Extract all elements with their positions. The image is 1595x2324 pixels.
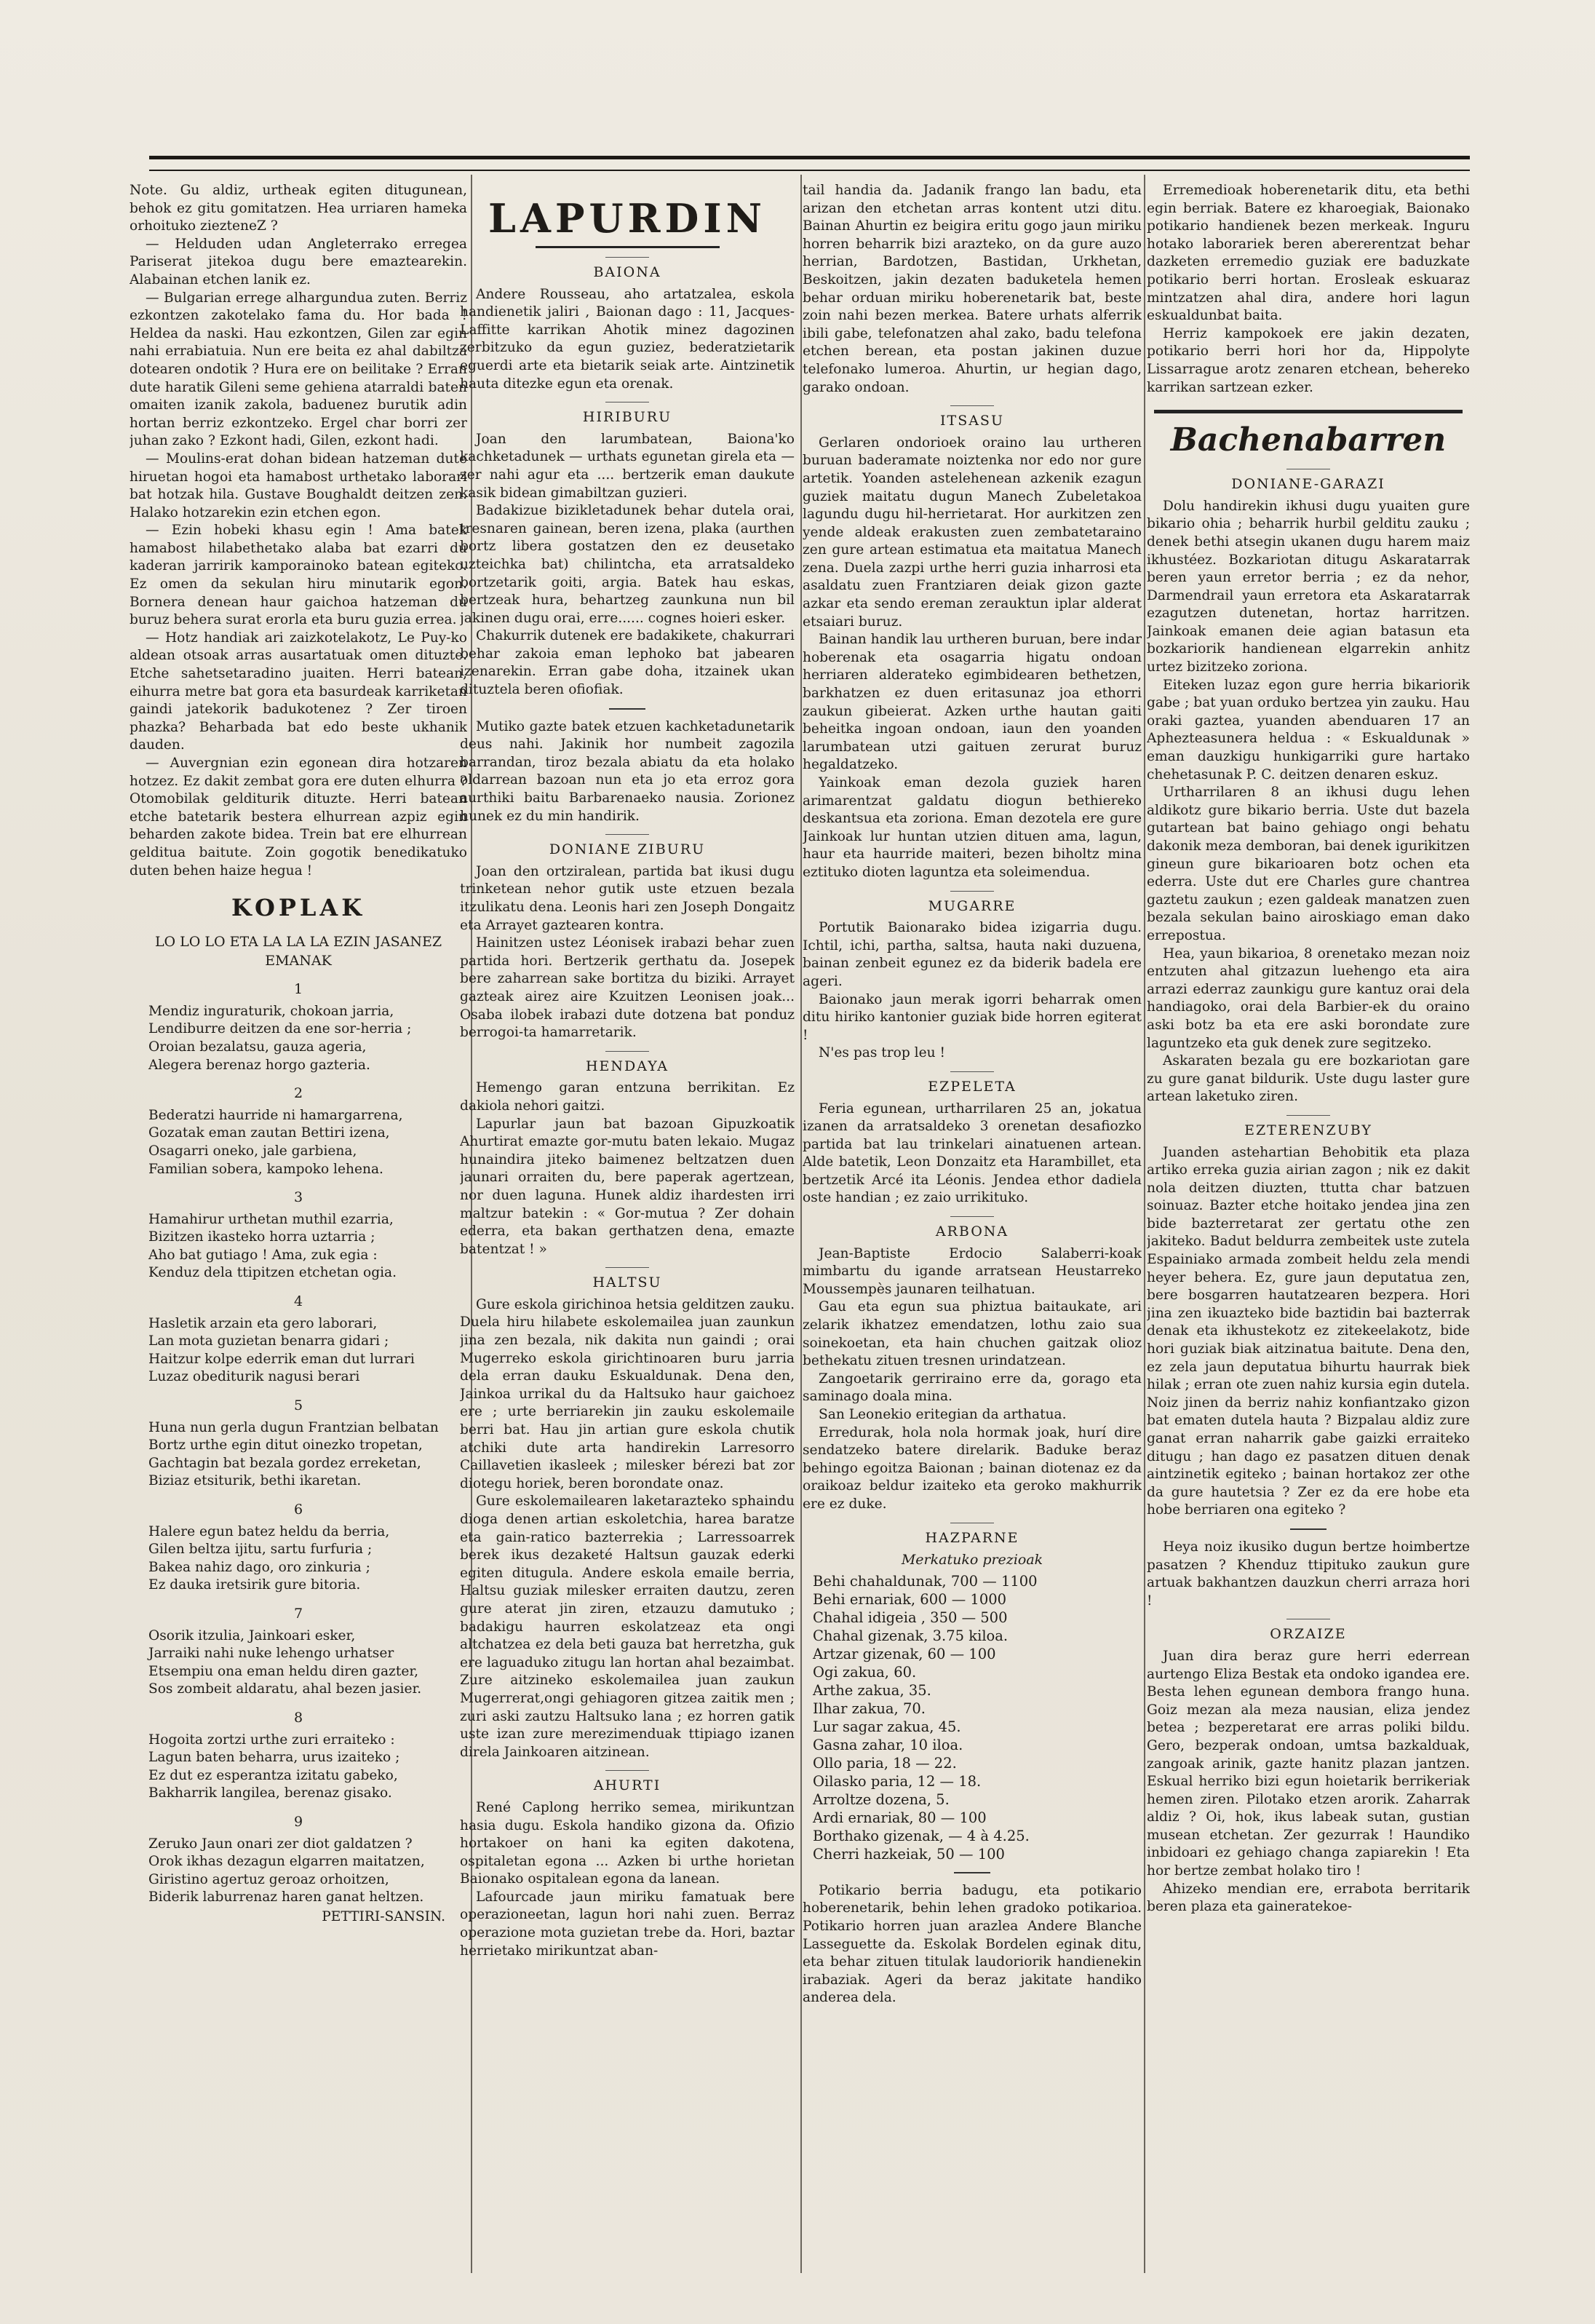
price-line: Ollo paria, 18 — 22. xyxy=(813,1754,957,1772)
column-1 xyxy=(130,182,467,2273)
price-line: Cherri hazkeiak, 50 — 100 xyxy=(813,1845,1005,1863)
verse-line: Gilen beltza ijitu, sartu furfuria ; xyxy=(148,1542,373,1558)
article-paragraph: Badakizue bizikletadunek behar dutela orai, tresnaren gainean, beren izena, plaka (aurthen bortz libera gostatzen den ez deusetako uzteichka bat) chilintcha, eta arratsaldeko bortzetarik goiti, argia. Batek hau eskas, bertzeak hura, behartzeg zaunkuna nun bil jakinen dugu orai, erre...... cognes hoieri esker. xyxy=(460,503,795,626)
price-line: Ardi ernariak, 80 — 100 xyxy=(813,1809,987,1826)
verse-line: Orok ikhas dezagun elgarren maitatzen, xyxy=(148,1854,425,1870)
news-briefs xyxy=(130,182,467,880)
market-prices xyxy=(803,1551,1142,1863)
col3-sections xyxy=(803,405,1142,1547)
article-paragraph: Ahizeko mendian ere, errabota berritarik beren plaza eta gaineratekoe- xyxy=(1147,1881,1470,1915)
price-line: Borthako gizenak, — 4 à 4.25. xyxy=(813,1827,1030,1844)
section-heading: HALTSU xyxy=(460,1267,795,1292)
lapurdi-sections xyxy=(460,257,795,1960)
continued-article: tail handia da. Jadanik frango lan badu, eta arizan den etchetan arras kontent utzi ditu. Bainan Ahurtin ez beigira eritu gogo jaun miriku horren beharrik bizi arazteko, on da gure auzo herrian, Bardotzen, Bastidan, Urkhetan, Beskoitzen, jakin dezaten baduketela hemen behar orduan miriku hoberenetarik bat, beste zoin nahi bezen merkea. Batere urhats alferrik ibili gabe, telefonatzen ahal zako, badu telefona etchen berean, eta postan jakinen duzue telefonako lumeroa. Ahurtin, ur hegian dago, garako ondoan. xyxy=(803,183,1142,395)
stanza-number: 7 xyxy=(293,1605,303,1622)
verse-line: Etsempiu ona eman heldu diren gazter, xyxy=(148,1663,419,1679)
section-heading: ARBONA xyxy=(803,1216,1142,1241)
verse-line: Hogoita zortzi urthe zuri erraiteko : xyxy=(148,1732,395,1748)
verse-line: Lendiburre deitzen da ene sor-herria ; xyxy=(148,1021,412,1037)
koplak-heading: KOPLAK xyxy=(231,894,366,922)
section-heading: HIRIBURU xyxy=(460,402,795,427)
article-paragraph: Erremedioak hoberenetarik ditu, eta bethi egin berriak. Batere ez kharoegiak, Baionako potikario handienek bezen merkeak. Inguru hotako laborariek beren abererentzat behar dazketen erremedio guziak ere baduzkate potikario berri hortan. Erosleak eskuaraz mintzatzen ahal dira, andere hori lagun eskualdunbat baita. xyxy=(1147,183,1470,324)
article-paragraph: Heya noiz ikusiko dugun bertze hoimbertze pasatzen ? Khenduz ttipituko zaukun gure artuak bakhantzen dauzkun cherri arraza hori ! xyxy=(1147,1539,1470,1609)
price-line: Behi chahaldunak, 700 — 1100 xyxy=(813,1572,1038,1590)
article-paragraph: Feria egunean, urtharrilaren 25 an, jokatua izanen da arratsaldeko 3 orenetan desafiozko partida bat lau trinkelari ainatuenen artean. Alde batetik, Leon Donzaitz eta Harambillet, eta bertzetik Arcé ita Léonis. Jendea ethor dadiela oste handian ; ez zaio urrikituko. xyxy=(803,1100,1142,1206)
stanza-number: 6 xyxy=(293,1502,303,1518)
price-line: Gasna zahar, 10 iloa. xyxy=(813,1736,963,1753)
verse-line: Osagarri oneko, jale garbiena, xyxy=(148,1143,357,1159)
article-paragraph: Baionako jaun merak igorri beharrak omen ditu hiriko kantonier guziak bide horren egiterat ! xyxy=(803,991,1142,1043)
price-line: Arroltze dozena, 5. xyxy=(813,1790,950,1808)
verse-line: Bortz urthe egin ditut oinezko tropetan, xyxy=(148,1437,423,1454)
verse-line: Bakea nahiz dago, oro zinkuria ; xyxy=(148,1559,370,1575)
bachenabarren-sections xyxy=(1147,469,1470,1916)
verse-line: Familian sobera, kampoko lehena. xyxy=(148,1161,383,1177)
verse-line: Jarraiki nahi nuke lehengo urhatser xyxy=(148,1646,394,1662)
verse-line: Osorik itzulia, Jainkoari esker, xyxy=(148,1627,356,1643)
section-heading: HAZPARNE xyxy=(803,1523,1142,1547)
article-paragraph: René Caplong herriko semea, mirikuntzan hasia dugu. Eskola handiko gizona da. Ofizio hortakoer on hani ka egiten dakotena, ospitaletan egona ... Azken bi urthe horietan Baionako ospitalean egona da lanean. xyxy=(460,1799,795,1887)
verse-line: Gachtagin bat bezala gordez erreketan, xyxy=(148,1455,421,1471)
verse-line: Halere egun batez heldu da berria, xyxy=(148,1523,390,1539)
article-paragraph: Bainan handik lau urtheren buruan, bere indar hoberenak eta osagarria higatu ondoan herriaren alderateko egimbidearen bethetzen, barkhatzen ez duen eritasunaz joa ethorri zaukun gibeierat. Azken urthe hautan gaiti beheitka ingoan ondoan, iaun den yoanden larumbatean utzi gaituen zerurat buruz hegaldatzeko. xyxy=(803,632,1142,773)
price-line: Arthe zakua, 35. xyxy=(813,1681,931,1699)
masthead-rule xyxy=(536,246,720,248)
article-paragraph: N'es pas trop leu ! xyxy=(819,1045,945,1061)
article-paragraph: Askaraten bezala gu ere bozkariotan gare zu gure ganat bildurik. Uste dugu laster gure artean laketuko ziren. xyxy=(1147,1053,1470,1105)
verse-line: Biziaz etsiturik, bethi ikaretan. xyxy=(148,1473,362,1489)
article-paragraph: Gerlaren ondorioek oraino lau urtheren buruan baderamate noiztenka nor edo nor gure artetik. Yoanden astelehenean azkenik ezagun guziek maitatu dugun Manech Zubeletakoa lagundu dugu hil-herrietarat. Hor aurkitzen zen yende aldeak erakusten zuen zembatetaraino zen gure artean estimatua eta maitatua Manech zena. Duela zazpi urthe herri guzia inharrosi eta asaldatu zuen Frantziaren deiak gizon gazte azkar eta sendo ereman zerauktun iplar alderat etsaiari buruz. xyxy=(803,435,1142,630)
column-4 xyxy=(1147,182,1470,2273)
verse-line: Bederatzi haurride ni hamargarrena, xyxy=(148,1107,403,1123)
prices-title: Merkatuko prezioak xyxy=(901,1552,1043,1568)
verse-line: Lagun baten beharra, urus izaiteko ; xyxy=(148,1750,400,1766)
separator xyxy=(954,1872,990,1873)
verse-line: Gozatak eman zautan Bettiri izena, xyxy=(148,1125,390,1141)
price-line: Ogi zakua, 60. xyxy=(813,1663,917,1681)
stanza-number: 5 xyxy=(293,1397,303,1414)
article-paragraph: Hemengo garan entzuna berrikitan. Ez dakiola nehori gaitzi. xyxy=(460,1080,795,1114)
verse-line: Luzaz obediturik nagusi berari xyxy=(148,1369,360,1385)
price-line: Lur sagar zakua, 45. xyxy=(813,1718,961,1735)
verse-line: Ez dut ez esperantza izitatu gabeko, xyxy=(148,1767,398,1783)
article-paragraph: Hainitzen ustez Léonisek irabazi behar zuen partida hori. Bertzerik gerthatu da. Josepek bere zaharrean sake bortitza du biziki. Arrayet gazteak airez aire Kzuitzen Leonisen joak... Osaba ilobek irabazi dute dotzena bat ponduz berrogoi-ta hamarretarik. xyxy=(460,935,795,1041)
verse-line: Lan mota guzietan benarra gidari ; xyxy=(148,1333,389,1349)
verse-line: Aho bat gutiago ! Ama, zuk egia : xyxy=(148,1247,378,1263)
section-heading: EZPELETA xyxy=(803,1071,1142,1096)
article-paragraph: Mutiko gazte batek etzuen kachketadunetarik deus nahi. Jakinik hor numbeit zagozila barrandan, tiroz bezala abiatu da eta holako oldarrean bazoan nun eta jo eta erroz gora aurthiki baitu Barbarenaeko nausia. Zorionez hunek ez du min handirik. xyxy=(460,718,795,824)
article-paragraph: Juanden astehartian Behobitik eta plaza artiko erreka guzia airian zagon ; nik ez dakit nola deitzen diuzten, ttutta char batzuen soinuaz. Bazter etche hoitako jendea jina zen bide bazterretarat zer gertatu othe zen jakiteko. Badut beldurra zembeitek uste zutela Espainiako armada zombeit heldu zela mendi heyer behera. Ez, gure jaun deputatua zen, bere bosgarren hautatzearen bezpera. Hori jina zen ikuazteko bide baztidin bai bazterrak denak eta ikhustekotz ez zitekeelakotz, bide hori guziak biak aitzinatua baitute. Dena den, ez zela jaun deputatua bihurtu haurrak biek hilak ; erran ote zuen nahiz kursia egin dutela. Noiz jinen da berriz nahiz konfiantzako gizon bat ematen dutela hauta ? Bizpalau aldiz zure ganat erran naharrik gabe gaizki erraiteko ditugu ; han dago ez pasatzen dituen denak aintzinetik egiteko ; bainan hortakoz zer othe da gure hautetsia ? Zer ez da ere hobe eta hobe berriaren ona egiteko ? xyxy=(1147,1144,1470,1518)
article-paragraph: Eiteken luzaz egon gure herria bikariorik gabe ; bat yuan orduko bertzea yin zauku. Hau oraki gaztea, yuanden abenduaren 17 an Aphezteasunera heldua : « Eskualdunak » eman dauzkigu hunkigarriki gure hartako chehetasunak P. C. deitzen denaren eskuz. xyxy=(1147,677,1470,782)
article-paragraph: Lapurlar jaun bat bazoan Gipuzkoatik Ahurtirat emazte gor-mutu baten lekaio. Mugaz hunaindira jiteko baimenez beltzatzen duen jaunari orraiten du, bere paperak agertzean, nor duen laguna. Hunek aldiz ihardesten irri maltzur batekin : « Gor-mutua ? Zer dohain ederra, eta bakan gerthatzen dena, emazte batentzat ! » xyxy=(460,1116,795,1257)
section-heading: ITSASU xyxy=(803,405,1142,430)
news-brief: — Bulgarian errege alhargundua zuten. Berriz ezkontzen zakotelako fama du. Hor bada ! Heldea da naski. Hau ezkontzen, Gilen zar egin nahi errabiatuia. Nun ere beita ez ahal dabiltza dotearen ondotik ? Hura ere on beilitake ? Erran dute haratik Gileni seme gehiena atarraldi baten omaiten izanik zakola, baduenez burutik adin hortan berriz ezkontzeko. Ergel char borri zer juhan zako ? Ezkont hadi, Gilen, ezkont hadi. xyxy=(130,290,467,449)
section-heading: ORZAIZE xyxy=(1147,1619,1470,1643)
verse-line: Sos zombeit aldaratu, ahal bezen jasier. xyxy=(148,1681,422,1697)
stanza-number: 2 xyxy=(293,1085,303,1102)
article-paragraph: Lafourcade jaun miriku famatuak bere operazioneetan, lagun hori nahi zuen. Berraz operazione mota guzietan trebe da. Hori, baztar herrietako mirikuntzat aban- xyxy=(460,1889,795,1959)
article-paragraph: Juan dira beraz gure herri ederrean aurtengo Eliza Bestak eta ondoko igandea ere. Besta lehen egunean dembora frango huna. Goiz mezan ala meza nausian, eliza jendez betea ; bezperetarat ere arras poliki bildu. Gero, bezperak ondoan, umtsa bazkalduak, zangoak arinik, gazte hanitz plazan jantzen. Eskual herriko bizi egun hoietarik berrikeriak hemen ziren. Pilotako etzen arorik. Zaharrak aldiz ? Oi, hok, ikus labeak sutan, gustian musean etchetan. Zer gezurrak ! Haundiko inbidoari ez gehiago changa zapiarekin ! Eta hor bertze zembat holako tiro ! xyxy=(1147,1648,1470,1879)
price-line: Behi ernariak, 600 — 1000 xyxy=(813,1590,1007,1608)
stanza-number: 8 xyxy=(293,1709,303,1726)
verse-line: Alegera berenaz horgo gazteria. xyxy=(148,1057,370,1073)
pharmacy-continued xyxy=(1147,182,1470,397)
section-rule xyxy=(1154,410,1463,413)
article-paragraph: Jean-Baptiste Erdocio Salaberri-koak mimbartu du igande arratsean Heustarreko Moussempès jaunaren teilhatuan. xyxy=(803,1245,1142,1297)
verse-line: Giristino agertuz geroaz orhoitzen, xyxy=(148,1871,389,1887)
news-brief: — Helduden udan Angleterrako erregea Pariserat jitekoa dugu bere emaztearekin. Alabainan etchen lanik ez. xyxy=(130,236,467,287)
article-paragraph: Erredurak, hola nola hormak joak, hurí dire sendatzeko batere direlarik. Baduke beraz behingo egoitza Baionan ; bainan diotenaz ez da oraikoaz beldur izaiteko eta geroko makhurrik ere ez duke. xyxy=(803,1424,1142,1512)
article-paragraph: San Leonekio eritegian da arthatua. xyxy=(819,1407,1067,1422)
article-paragraph: Dolu handirekin ikhusi dugu yuaiten gure bikario ohia ; beharrik hurbil gelditu zauku ; denek bethi atsegin ukanen dugu harem maiz ikhustéez. Bozkariotan ditugu Askaratarrak beren yaun erretor berria ; ez da nehor, Darmendrail yaun erretora eta Askaratarrak ezagutzen dutenetan, hortaz harritzen. Jainkoak emanen deie agian batasun eta bozkariorik handienean elgarrekin anhitz urtez bizitzeko zoriona. xyxy=(1147,498,1470,675)
article-paragraph: Gure eskola girichinoa hetsia gelditzen zauku. Duela hiru hilabete eskolemailea juan zaunkun jina zen bezala, nik dakita nun gaindi ; orai Mugerreko eskola girichtinoaren buru jarria dela erran dauku Eskualdunak. Dena den, Jainkoa urrikal du da Haltsuko haur gaichoez ere ; urte berriarekin jin zauku eskolemaile berri bat. Hau jin artian gure eskola chutik atchiki dute arta handirekin Larresorro Caillavetien ikasleek ; milesker bérezi bat zor diotegu horiek, beren borondate onaz. xyxy=(460,1296,795,1491)
price-line: Ilhar zakua, 70. xyxy=(813,1700,926,1717)
stanza-number: 3 xyxy=(293,1189,303,1206)
news-brief: — Hotz handiak ari zaizkotelakotz, Le Puy-ko aldean otsoak arras ausartatuak omen dituzte. Etche sahetsetaradino juaiten. Herri batean, eihurra metre bat gora eta basurdeak karriketan gaindi jatekorik badukotenez ? Zer tiroen phazka? Beharbada bat edo beste ukhanik dauden. xyxy=(130,630,467,753)
article-paragraph: Andere Rousseau, aho artatzalea, eskola handienetik jaliri , Baionan dago : 11, Jacques-Laffitte karrikan Ahotik minez dagozinen zerbitzuko da egun guziez, bederatzietarik eguerdi arte eta bietarik seiak arte. Aintzinetik hauta ditezke egun eta orenak. xyxy=(460,286,795,392)
section-heading: BAIONA xyxy=(460,257,795,282)
price-line: Oilasko paria, 12 — 18. xyxy=(813,1772,982,1790)
article-paragraph: Chakurrik dutenek ere badakikete, chakurrari behar zakoia eman lephoko bat jabearen izenarekin. Erran gabe doha, itzainek ukan dituztela beren ofiofiak. xyxy=(460,628,795,698)
verse-line: Biderik laburrenaz haren ganat heltzen. xyxy=(148,1889,424,1905)
verse-line: Mendiz inguraturik, chokoan jarria, xyxy=(148,1003,394,1019)
song-stanzas xyxy=(130,980,467,1907)
price-list xyxy=(803,1572,1142,1863)
section-heading: DONIANE ZIBURU xyxy=(460,834,795,859)
stanza-number: 4 xyxy=(293,1293,303,1310)
article-paragraph: Gau eta egun sua phiztua baitaukate, ari zelarik ikhatzez emendatzen, lothu zaio sua soinekoetan, eta hain chuchen gaitzak olioz bethekatu zituen tresnen urindatzean. xyxy=(803,1299,1142,1369)
verse-line: Huna nun gerla dugun Frantzian belbatan xyxy=(148,1419,439,1435)
separator xyxy=(609,708,645,710)
bachenabarren-heading: Bachenabarren xyxy=(1170,421,1447,459)
verse-line: Oroian bezalatsu, gauza ageria, xyxy=(148,1039,367,1055)
news-brief: — Auvergnian ezin egonean dira hotzaren hotzez. Ez dakit zembat gora ere duten elhurra ? Otomobilak gelditurik dituzte. Herri batean etche batetarik bestera elhurrean azpiz egin beharden zakote bidea. Trein bat ere elhurrean gelditua baitute. Zoin gogotik benedikatuko duten behen haize hegua ! xyxy=(130,756,467,879)
section-heading: DONIANE-GARAZI xyxy=(1147,469,1470,493)
section-heading: EZTERENZUBY xyxy=(1147,1115,1470,1140)
stanza-number: 1 xyxy=(293,981,303,998)
separator xyxy=(1290,1528,1326,1530)
article-paragraph: Herriz kampokoek ere jakin dezaten, potikario berri hori hor da, Hippolyte Lissarrague arotz zenaren etchean, behereko karrikan sartzean ezker. xyxy=(1147,325,1470,395)
article-paragraph: Hea, yaun bikarioa, 8 orenetako mezan noiz entzuten ahal gitzazun luehengo eta aira arrazi ederraz zaunkigu gure kantuz orai dela handiagoko, orai dela Barbier-ek du oraino aski botz ba eta ere aski borondate zure laguntzeko eta guk denek zure segitzeko. xyxy=(1147,945,1470,1051)
article-paragraph: Gure eskolemailearen laketarazteko sphaindu dioga denen artian eskoletchia, harea baratze eta gain-ratico bazterrekia ; Larressoarrek berek ikus dezaketé Haltsun gauzak ederki egiten ditugula. Andere eskola emaile berria, Haltsu guziak milesker erraiten dautzu, zeren gure aterat jin ziren, etzauzu damutuko ; badakigu haurren eskolatzeaz eta ongi altchatzea ez dela beti gauza bat herretzha, guk ere laguaduko zitugu lan hortan ahal bezaimbat. Zure aitzineko eskolemailea juan zaukun Mugerrerat,ongi gehiagoren gitzea zaitik men ; zuri aski zautzu Haltsuko lana ; ez horren gatik uste izan zure merezimenduak ttipiago izanen direla Jainkoaren aitzinean. xyxy=(460,1494,795,1760)
stanza-number: 9 xyxy=(293,1813,303,1830)
column-rule xyxy=(1144,175,1145,2273)
verse-line: Bakharrik langilea, berenaz gisako. xyxy=(148,1785,392,1801)
verse-line: Hasletik arzain eta gero laborari, xyxy=(148,1315,378,1331)
article-paragraph: Yainkoak eman dezola guziek haren arimarentzat galdatu diogun bethiereko deskantsua eta zoriona. Eman dezotela ere gure Jainkoak lur huntan utzien dituen ama, lagun, haur eta haurride maiteri, bezen biholtz mina eztituko dioten laguntza eta soleimendua. xyxy=(803,775,1142,880)
top-rule xyxy=(149,156,1470,171)
section-heading: AHURTI xyxy=(460,1770,795,1795)
song-title: LO LO LO ETA LA LA LA EZIN JASANEZ EMANAK xyxy=(154,934,442,969)
price-line: Chahal idigeia , 350 — 500 xyxy=(813,1609,1008,1626)
price-line: Artzar gizenak, 60 — 100 xyxy=(813,1645,996,1662)
news-brief: Note. Gu aldiz, urtheak egiten ditugunean, behok ez gitu gomitatzen. Hea urriaren hameka orhoituko ziezteneZ ? xyxy=(130,183,467,234)
column-2 xyxy=(460,182,795,2273)
section-heading: MUGARRE xyxy=(803,891,1142,916)
song-signature: PETTIRI-SANSIN. xyxy=(322,1908,445,1924)
news-brief: — Moulins-erat dohan bidean hatzeman dute hiruetan hogoi eta hamabost urthetako laborari bat hotzak hila. Gustave Boughaldt deitzen zen. Halako hotzarekin ezin etchen egon. xyxy=(130,451,467,520)
column-3 xyxy=(803,182,1142,2273)
pharmacy-article: Potikario berria badugu, eta potikario hoberenetarik, behin lehen gradoko potikarioa. Potikario horren juan arazlea Andere Blanche Lasseguette da. Eskolak Bordelen eginak ditu, eta behar zituen titulak laudoriorik handienekin irabaziak. Ageri da beraz jakitate handiko anderea dela. xyxy=(803,1882,1142,2006)
article-paragraph: Joan den ortziralean, partida bat ikusi dugu trinketean nehor gutik uste etzuen bezala itzulikatu dena. Leonis hari zen Joseph Dongaitz eta Arrayet gaztearen kontra. xyxy=(460,863,795,933)
article-paragraph: Zangoetarik gerriraino erre da, gorago eta saminago doala mina. xyxy=(803,1371,1142,1405)
article-paragraph: Portutik Baionarako bidea izigarria dugu. Ichtil, ichi, partha, saltsa, hauta naki duzuena, bainan zenbeit egunez ez da biderik badela ere ageri. xyxy=(803,920,1142,989)
price-line: Chahal gizenak, 3.75 kiloa. xyxy=(813,1627,1009,1644)
article-paragraph: Joan den larumbatean, Baiona'ko kachketadunek — urthats egunetan girela eta — zer nahi agur eta .... bertzerik eman daukute kasik bidean gimabiltzan guzieri. xyxy=(460,431,795,501)
verse-line: Hamahirur urthetan muthil ezarria, xyxy=(148,1211,394,1227)
lapurdi-masthead: LAPURDIN xyxy=(488,195,766,242)
column-rule xyxy=(800,175,802,2273)
verse-line: Haitzur kolpe ederrik eman dut lurrari xyxy=(148,1351,415,1367)
news-brief: — Ezin hobeki khasu egin ! Ama batek hamabost hilabethetako alaba bat ezarri du kaderan jarririk kamporainoko batean egiteko. Ez omen da sekulan hiru minutarik egon. Bornera denean haur gaichoa hatzeman du buruz behera surat erorla eta buru guzia errea. xyxy=(130,523,467,628)
verse-line: Kenduz dela ttipitzen etchetan ogia. xyxy=(148,1265,397,1281)
article-paragraph: Urtharrilaren 8 an ikhusi dugu lehen aldikotz gure bikario berria. Uste dut bazela gutartean bat baino gehiago ongi behatu dakonik meza demboran, bai denek igurikitzen gineun gure bikarioaren botz ochen eta ederra. Uste dut ere Charles gure chantrea gaztetu zaukun ; ezen galdeak manatzen zuen bezala sekulan baino airoskiago eman dako errepostua. xyxy=(1147,785,1470,943)
section-heading: HENDAYA xyxy=(460,1051,795,1076)
verse-line: Bizitzen ikasteko horra uztarria ; xyxy=(148,1229,375,1245)
verse-line: Zeruko Jaun onari zer diot galdatzen ? xyxy=(148,1836,413,1852)
verse-line: Ez dauka iretsirik gure bitoria. xyxy=(148,1577,361,1593)
